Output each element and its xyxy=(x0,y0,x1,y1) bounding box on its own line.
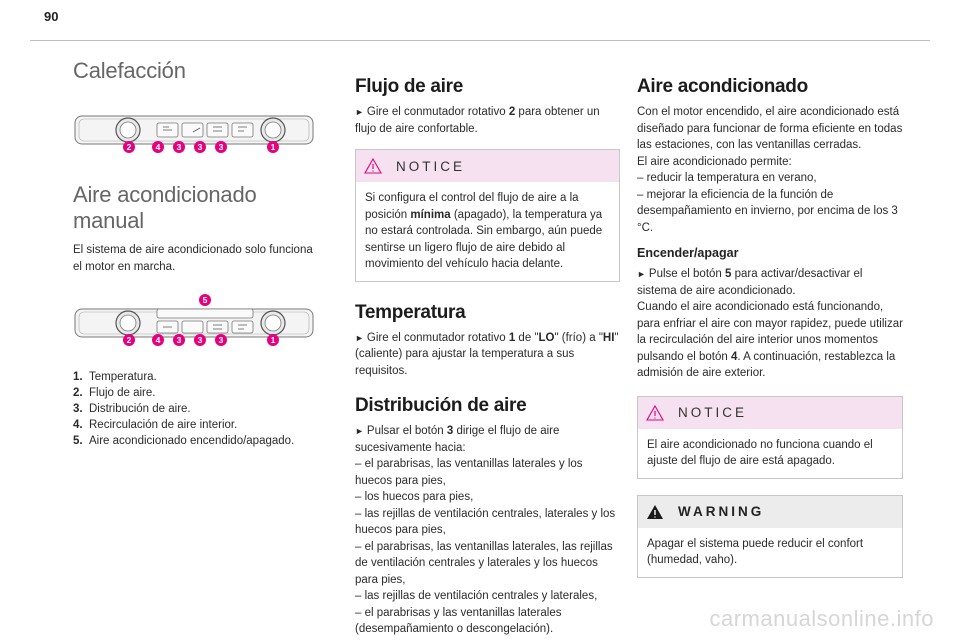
control-panel-figure-1 xyxy=(73,112,315,152)
heading-distribucion: Distribución de aire xyxy=(355,395,527,416)
callout-badge: 4 xyxy=(152,334,164,346)
column-heating xyxy=(73,58,323,449)
notice-label: NOTICE xyxy=(396,158,466,174)
list-item: – el parabrisas, las ventanillas laterales, las rejillas de ventilación centrales y laterales y los huecos para pies, xyxy=(355,540,613,586)
footer-watermark: carmanualsonline.info xyxy=(709,606,934,631)
arrow-icon: ► xyxy=(637,269,646,279)
heading-encender-apagar: Encender/apagar xyxy=(637,246,739,260)
airflow-text: ► Gire el conmutador rotativo 2 para obtener un flujo de aire confortable. xyxy=(355,106,600,135)
arrow-icon: ► xyxy=(355,107,364,117)
arrow-icon: ► xyxy=(355,426,364,436)
header-divider xyxy=(30,40,930,41)
notice-box xyxy=(637,396,903,479)
notice-text: El aire acondicionado no funciona cuando el ajuste del flujo de aire está apagado. xyxy=(647,438,873,467)
warning-text: Apagar el sistema puede reducir el confort (humedad, vaho). xyxy=(647,537,864,566)
list-item: 3. Distribución de aire. xyxy=(73,403,191,415)
list-item: – reducir la temperatura en verano, xyxy=(637,172,817,184)
list-item: – los huecos para pies, xyxy=(355,491,474,503)
column-air-conditioning xyxy=(637,76,903,578)
list-item: 4. Recirculación de aire interior. xyxy=(73,419,238,431)
list-item: – mejorar la eficiencia de la función de desempañamiento en invierno, por encima de los 3 °C. xyxy=(637,188,898,234)
warning-header xyxy=(638,496,902,528)
warning-label: WARNING xyxy=(678,504,765,519)
legend-list xyxy=(73,369,323,449)
list-item: 1. Temperatura. xyxy=(73,371,157,383)
warning-triangle-icon xyxy=(646,504,664,520)
list-item: – el parabrisas, las ventanillas laterales y los huecos para pies, xyxy=(355,458,583,487)
callout-badge: 2 xyxy=(123,141,135,153)
ac-intro-text: Con el motor encendido, el aire acondicionado está diseñado para funcionar de forma eficiente en todas las estaciones, con las ventanillas cerradas. El aire acondicionado permite: – reducir la temperatura en verano, – mejorar la eficiencia de la función de desempañamiento en invierno, por encima de los 3 °C. xyxy=(637,104,903,236)
column-airflow xyxy=(355,76,620,638)
callout-badge: 3 xyxy=(215,141,227,153)
notice-text: Si configura el control del flujo de aire a la posición mínima (apagado), la temperatura ya no estará controlada. Sin embargo, aún puede sentirse un ligero flujo de aire debido al movimiento del vehículo hacia delante. xyxy=(365,192,603,270)
on-off-text: ► Pulse el botón 5 para activar/desactivar el sistema de aire acondicionado. Cuando el aire acondicionado está funcionando, para enfriar el aire con mayor rapidez, puede utilizar la recirculación del aire interior unos momentos pulsando el botón 4. A continuación, restablezca la admisión de aire exterior. xyxy=(637,268,903,379)
heading-calefaccion: Calefacción xyxy=(73,58,186,83)
page-number: 90 xyxy=(44,9,59,24)
callout-badge: 3 xyxy=(215,334,227,346)
callout-badge: 4 xyxy=(152,141,164,153)
callout-badge: 3 xyxy=(173,334,185,346)
caution-triangle-icon xyxy=(364,158,382,174)
list-item: 2. Flujo de aire. xyxy=(73,387,156,399)
callout-badge: 1 xyxy=(267,141,279,153)
heading-aire-manual: Aire acondicionado manual xyxy=(73,182,257,233)
heading-flujo-de-aire: Flujo de aire xyxy=(355,76,464,97)
callout-badge: 5 xyxy=(199,294,211,306)
caution-triangle-icon xyxy=(646,405,664,421)
heading-temperatura: Temperatura xyxy=(355,301,466,323)
notice-header xyxy=(638,397,902,429)
manual-intro-text: El sistema de aire acondicionado solo funciona el motor en marcha. xyxy=(73,244,313,273)
control-panel-figure-2 xyxy=(73,293,315,347)
arrow-icon: ► xyxy=(355,332,364,343)
callout-badge: 1 xyxy=(267,334,279,346)
temperature-text: ► Gire el conmutador rotativo 1 de "LO" (frío) a "HI" (caliente) para ajustar la temperatura a sus requisitos. xyxy=(355,331,619,377)
notice-header xyxy=(356,150,619,182)
callout-badge: 2 xyxy=(123,334,135,346)
notice-label: NOTICE xyxy=(678,405,748,420)
list-item: – las rejillas de ventilación centrales, laterales y los huecos para pies, xyxy=(355,507,616,536)
callout-badge: 3 xyxy=(173,141,185,153)
list-item: – las rejillas de ventilación centrales y laterales, xyxy=(355,590,598,602)
heading-aire-acondicionado: Aire acondicionado xyxy=(637,76,808,97)
list-item: 5. Aire acondicionado encendido/apagado. xyxy=(73,435,295,447)
distribution-text: ► Pulsar el botón 3 dirige el flujo de aire sucesivamente hacia: – el parabrisas, las ventanillas laterales y los huecos para pies, – los huecos para pies, – las rejillas de ventilación centrales, laterales y los huecos para pies, – el parabrisas, las ventanillas laterales, las rejillas de ventilación centrales y laterales y los huecos para pies, – las rejillas de ventilación centrales y laterales, – el parabrisas y las ventanillas laterales (desempañamiento o descongelación). xyxy=(355,423,620,638)
notice-box xyxy=(355,149,620,282)
callout-badge: 3 xyxy=(194,141,206,153)
warning-box xyxy=(637,495,903,578)
list-item: – el parabrisas y las ventanillas laterales (desempañamiento o descongelación). xyxy=(355,606,562,635)
callout-badge: 3 xyxy=(194,334,206,346)
